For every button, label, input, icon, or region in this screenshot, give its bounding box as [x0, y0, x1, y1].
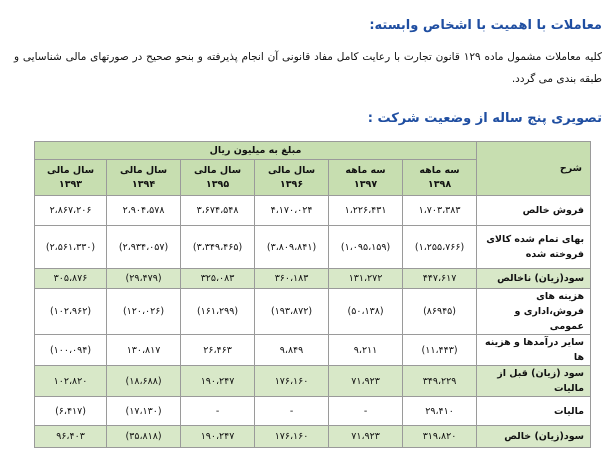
five-year-heading: تصویری پنج ساله از وضعیت شرکت :	[367, 111, 602, 126]
table-row	[35, 289, 591, 335]
table-cell: ۴۴۷،۶۱۷	[403, 269, 477, 289]
column-year: ۱۳۹۵	[205, 178, 230, 190]
row-label: هزینه های فروش،اداری و عمومی	[477, 289, 591, 335]
table-row	[35, 196, 591, 226]
table-cell: ۳۲۵،۰۸۳	[181, 269, 255, 289]
table-cell: (۱۱،۴۴۳)	[403, 335, 477, 366]
table-cell: (۱۶۱،۲۹۹)	[181, 289, 255, 335]
table-cell: (۱۸،۶۸۸)	[107, 366, 181, 397]
table-cell: (۱،۰۹۵،۱۵۹)	[329, 226, 403, 269]
column-year: ۱۳۹۴	[131, 178, 156, 190]
table-cell: (۲،۹۳۴،۰۵۷)	[107, 226, 181, 269]
table-cell: ۹،۸۴۹	[255, 335, 329, 366]
table-cell: ۹،۲۱۱	[329, 335, 403, 366]
row-label: سود (زیان) قبل از مالیات	[477, 366, 591, 397]
table-cell: ۱۹۰،۲۴۷	[181, 366, 255, 397]
row-label: بهای تمام شده کالای فروخته شده	[477, 226, 591, 269]
column-header	[107, 160, 181, 196]
table-cell: -	[181, 397, 255, 426]
table-cell: ۳۴۹،۲۲۹	[403, 366, 477, 397]
row-label: سود(زیان) خالص	[477, 426, 591, 448]
table-cell: ۱۷۶،۱۶۰	[255, 426, 329, 448]
table-cell: (۱۰۰،۰۹۴)	[35, 335, 107, 366]
table-cell: -	[329, 397, 403, 426]
row-label: سایر درآمدها و هزینه ها	[477, 335, 591, 366]
column-header	[255, 160, 329, 196]
column-year: ۱۳۹۶	[279, 178, 304, 190]
table-row	[35, 426, 591, 448]
table-cell: ۱۹۰،۲۴۷	[181, 426, 255, 448]
table-cell: (۲۹،۴۷۹)	[107, 269, 181, 289]
column-period: سه ماهه	[345, 164, 386, 176]
table-row	[35, 269, 591, 289]
column-period: سه ماهه	[419, 164, 460, 176]
table-cell: (۳،۳۴۹،۴۶۵)	[181, 226, 255, 269]
column-period: سال مالی	[119, 164, 168, 176]
related-party-heading: معاملات با اهمیت با اشخاص وابسته:	[369, 18, 602, 33]
table-cell: (۳۵،۸۱۸)	[107, 426, 181, 448]
table-cell: ۳،۶۷۴،۵۴۸	[181, 196, 255, 226]
table-row	[35, 397, 591, 426]
table-cell: ۴،۱۷۰،۰۲۴	[255, 196, 329, 226]
row-label: سود(زیان) ناخالص	[477, 269, 591, 289]
table-cell: (۱،۲۵۵،۷۶۶)	[403, 226, 477, 269]
row-label: فروش خالص	[477, 196, 591, 226]
column-header	[329, 160, 403, 196]
table-cell: ۷۱،۹۲۳	[329, 366, 403, 397]
column-period: سال مالی	[193, 164, 242, 176]
table-cell: ۹۶،۴۰۳	[35, 426, 107, 448]
table-cell: (۱۰۲،۹۶۲)	[35, 289, 107, 335]
table-cell: (۳،۸۰۹،۸۴۱)	[255, 226, 329, 269]
table-cell: (۱۹۳،۸۷۲)	[255, 289, 329, 335]
table-row	[35, 335, 591, 366]
table-cell: ۲۶،۴۶۳	[181, 335, 255, 366]
table-row	[35, 366, 591, 397]
five-year-table	[34, 141, 591, 448]
row-label: مالیات	[477, 397, 591, 426]
column-header	[35, 160, 107, 196]
table-cell: ۲،۹۰۴،۵۷۸	[107, 196, 181, 226]
table-cell: (۶،۴۱۷)	[35, 397, 107, 426]
table-cell: ۳۰۵،۸۷۶	[35, 269, 107, 289]
column-period: سال مالی	[267, 164, 316, 176]
table-cell: ۱۷۶،۱۶۰	[255, 366, 329, 397]
column-year: ۱۳۹۷	[353, 178, 378, 190]
column-year: ۱۳۹۳	[58, 178, 83, 190]
table-cell: ۲۹،۴۱۰	[403, 397, 477, 426]
table-cell: -	[255, 397, 329, 426]
table-cell: ۱،۷۰۳،۳۸۳	[403, 196, 477, 226]
table-cell: ۳۶۰،۱۸۳	[255, 269, 329, 289]
table-cell: ۱،۲۲۶،۴۳۱	[329, 196, 403, 226]
column-header	[181, 160, 255, 196]
table-cell: ۳۱۹،۸۲۰	[403, 426, 477, 448]
table-cell: (۵۰،۱۳۸)	[329, 289, 403, 335]
table-cell: ۲،۸۶۷،۲۰۶	[35, 196, 107, 226]
table-cell: (۸۶۹۴۵)	[403, 289, 477, 335]
related-party-paragraph: کلیه معاملات مشمول ماده ۱۲۹ قانون تجارت با رعایت کامل مفاد قانونی آن انجام پذیرفته و بنحو صحیح در صورتهای مالی شناسایی و طبقه بندی می گردد.	[14, 51, 602, 85]
table-cell: ۱۰۲،۸۲۰	[35, 366, 107, 397]
table-row	[35, 226, 591, 269]
table-cell: (۱۲۰،۰۲۶)	[107, 289, 181, 335]
table-cell: ۱۳۱،۲۷۲	[329, 269, 403, 289]
unit-header: مبلغ به میلیون ریال	[35, 142, 477, 160]
column-period: سال مالی	[46, 164, 95, 176]
table-cell: (۱۷،۱۳۰)	[107, 397, 181, 426]
table-cell: (۲،۵۶۱،۳۳۰)	[35, 226, 107, 269]
column-header	[403, 160, 477, 196]
table-cell: ۷۱،۹۲۳	[329, 426, 403, 448]
table-cell: ۱۳۰،۸۱۷	[107, 335, 181, 366]
description-header: شرح	[477, 142, 591, 196]
column-year: ۱۳۹۸	[427, 178, 452, 190]
